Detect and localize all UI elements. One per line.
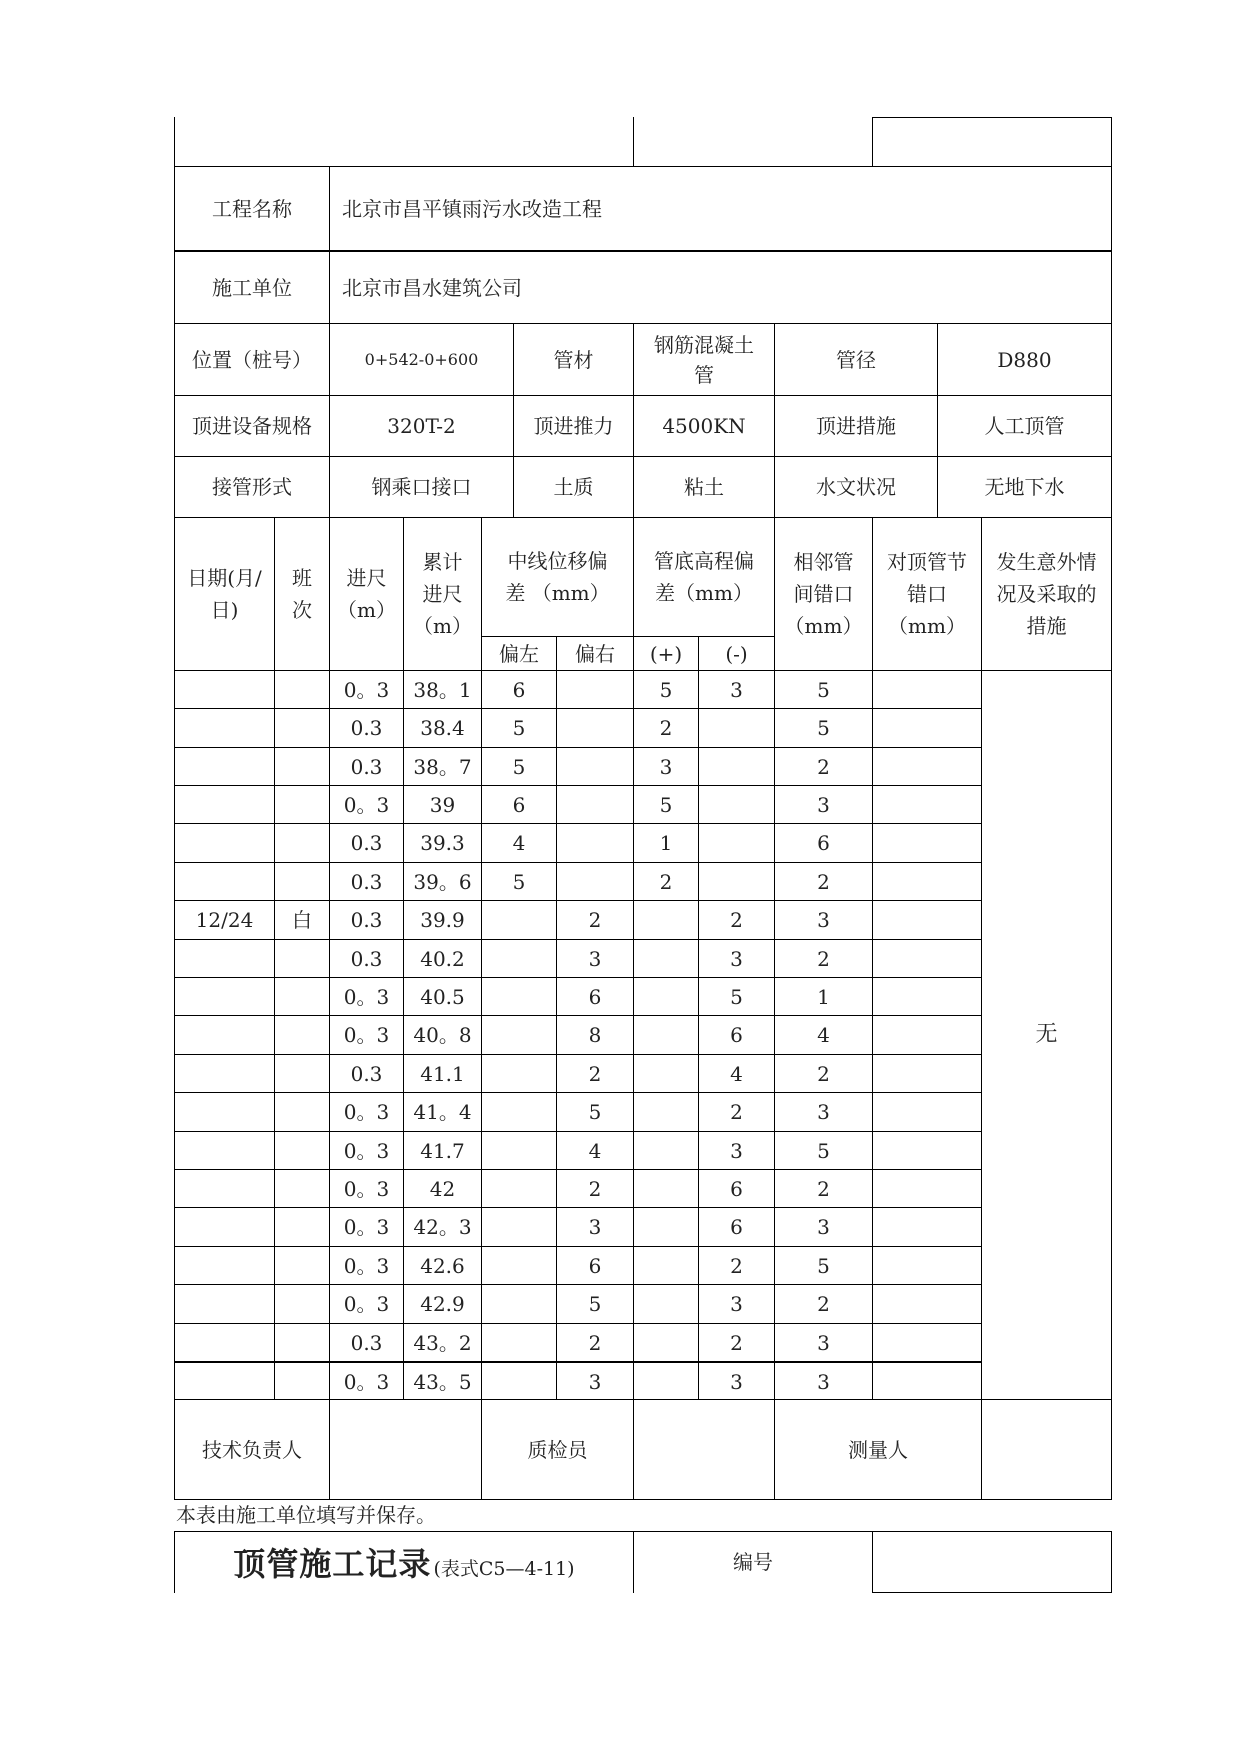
cell-cumulative: 39 [429, 793, 456, 817]
cell-advance: 0.3 [350, 1331, 383, 1355]
cell-jacking [873, 1170, 981, 1208]
cell-right [557, 824, 633, 862]
cell-jacking [873, 978, 981, 1016]
cell-right [557, 671, 633, 709]
cell-adjacent: 2 [817, 870, 830, 894]
cell-jacking [873, 1093, 981, 1131]
cell-right: 2 [588, 908, 602, 932]
cell-adjacent: 2 [817, 1062, 830, 1086]
cell-adjacent: 5 [817, 716, 830, 740]
thrust-label: 顶进推力 [533, 414, 614, 438]
cell-advance: 0。3 [343, 678, 390, 702]
cell-date [175, 1170, 274, 1208]
cell-plus [634, 1170, 698, 1208]
cell-advance: 0。3 [343, 1215, 390, 1239]
inspector-signature[interactable] [634, 1400, 774, 1499]
soil-label: 土质 [553, 475, 594, 499]
cell-jacking [873, 1324, 981, 1362]
cell-cumulative: 43。5 [413, 1370, 472, 1394]
header-cumulative: 累计进尺（m） [413, 550, 472, 638]
tech-lead-signature[interactable] [330, 1400, 481, 1499]
number-field[interactable] [873, 1532, 1111, 1592]
cell-date [175, 1324, 274, 1362]
cell-jacking [873, 940, 981, 978]
form-code: (表式C5—4-11) [433, 1557, 575, 1580]
cell-right: 4 [588, 1139, 602, 1163]
cell-plus [634, 1247, 698, 1285]
cell-jacking [873, 1132, 981, 1170]
header-left: 偏左 [499, 641, 539, 666]
cell-date [175, 1132, 274, 1170]
cell-adjacent: 6 [817, 831, 830, 855]
cell-shift [275, 940, 329, 978]
cell-shift [275, 709, 329, 747]
cell-date [175, 940, 274, 978]
cell-shift [275, 1093, 329, 1131]
cell-minus: 3 [730, 947, 743, 971]
measure-label: 顶进措施 [816, 414, 896, 438]
cell-cumulative: 40。8 [413, 1023, 472, 1047]
pipe-material-value: 钢筋混凝土管 [654, 332, 754, 387]
cell-jacking [873, 1247, 981, 1285]
cell-left [482, 978, 556, 1016]
cell-left [482, 1016, 556, 1054]
position-label: 位置（桩号） [192, 347, 312, 372]
cell-minus: 2 [730, 1100, 743, 1124]
cell-jacking [873, 786, 981, 824]
cell-minus: 2 [730, 908, 743, 932]
cell-cumulative: 42。3 [413, 1215, 472, 1239]
cell-date [175, 748, 274, 786]
cell-right [557, 709, 633, 747]
header-jacking: 对顶管节错口（mm） [887, 550, 967, 638]
cell-date [175, 1055, 274, 1093]
cell-left [482, 1247, 556, 1285]
cell-advance: 0。3 [343, 1177, 390, 1201]
cell-adjacent: 3 [817, 1370, 830, 1394]
cell-date [175, 1363, 274, 1401]
cell-left: 4 [512, 831, 526, 855]
equipment-label: 顶进设备规格 [192, 414, 312, 438]
pipe-diameter-value: D880 [997, 347, 1052, 372]
cell-cumulative: 41.1 [420, 1062, 465, 1086]
cell-plus [634, 940, 698, 978]
cell-left: 5 [512, 870, 526, 894]
cell-left: 6 [512, 678, 526, 702]
cell-right [557, 786, 633, 824]
cell-cumulative: 38.4 [420, 716, 465, 740]
tech-lead-label: 技术负责人 [202, 1437, 302, 1462]
cell-date [175, 786, 274, 824]
cell-left [482, 901, 556, 939]
header-minus: (-) [725, 641, 748, 666]
cell-date: 12/24 [195, 908, 254, 932]
cell-minus: 4 [730, 1062, 743, 1086]
cell-right [557, 748, 633, 786]
cell-plus: 2 [659, 716, 673, 740]
cell-date [175, 1093, 274, 1131]
cell-jacking [873, 1363, 981, 1401]
cell-jacking [873, 748, 981, 786]
cell-shift [275, 786, 329, 824]
cell-cumulative: 42 [429, 1177, 456, 1201]
cell-shift [275, 1016, 329, 1054]
cell-shift [275, 978, 329, 1016]
cell-plus [634, 1285, 698, 1323]
cell-adjacent: 1 [817, 985, 830, 1009]
soil-value: 粘土 [684, 475, 724, 499]
cell-adjacent: 2 [817, 755, 830, 779]
joint-value: 钢乘口接口 [371, 475, 472, 499]
cell-cumulative: 39.3 [420, 831, 465, 855]
cell-left: 6 [512, 793, 526, 817]
cell-advance: 0。3 [343, 1370, 390, 1394]
cell-left: 5 [512, 716, 526, 740]
hydro-label: 水文状况 [816, 475, 896, 499]
cell-adjacent: 2 [817, 1292, 830, 1316]
cell-date [175, 824, 274, 862]
cell-jacking [873, 863, 981, 901]
cell-right: 8 [588, 1023, 602, 1047]
cell-plus [634, 1324, 698, 1362]
cell-right: 5 [588, 1100, 602, 1124]
cell-date [175, 1016, 274, 1054]
cell-jacking [873, 1285, 981, 1323]
cell-cumulative: 42.9 [420, 1292, 465, 1316]
header-shift: 班次 [292, 566, 312, 622]
cell-adjacent: 5 [817, 1139, 830, 1163]
cell-right: 5 [588, 1292, 602, 1316]
cell-advance: 0.3 [350, 870, 383, 894]
cell-left [482, 1324, 556, 1362]
cell-cumulative: 40.2 [420, 947, 465, 971]
cell-advance: 0。3 [343, 1254, 390, 1278]
cell-cumulative: 39。6 [413, 870, 472, 894]
form-title: 顶管施工记录 [233, 1545, 432, 1583]
cell-plus [634, 1093, 698, 1131]
cell-left: 5 [512, 755, 526, 779]
cell-plus: 2 [659, 870, 673, 894]
cell-shift: 白 [292, 908, 312, 932]
cell-date [175, 1208, 274, 1246]
cell-advance: 0.3 [350, 831, 383, 855]
cell-minus [699, 863, 774, 901]
contractor-label: 施工单位 [212, 275, 292, 300]
cell-adjacent: 5 [817, 1254, 830, 1278]
cell-shift [275, 1208, 329, 1246]
cell-cumulative: 43。2 [413, 1331, 472, 1355]
cell-adjacent: 3 [817, 793, 830, 817]
pipe-diameter-label: 管径 [836, 347, 876, 372]
cell-shift [275, 1055, 329, 1093]
cell-advance: 0.3 [350, 908, 383, 932]
cell-advance: 0.3 [350, 716, 383, 740]
cell-adjacent: 4 [817, 1023, 830, 1047]
cell-left [482, 1208, 556, 1246]
cell-shift [275, 1170, 329, 1208]
cell-minus [699, 824, 774, 862]
joint-label: 接管形式 [212, 475, 292, 499]
cell-date [175, 1247, 274, 1285]
cell-advance: 0。3 [343, 1023, 390, 1047]
cell-minus: 2 [730, 1331, 743, 1355]
cell-right: 2 [588, 1331, 602, 1355]
header-right: 偏右 [575, 641, 615, 666]
cell-shift [275, 824, 329, 862]
cell-date [175, 709, 274, 747]
cell-minus: 3 [730, 1370, 743, 1394]
hydro-value: 无地下水 [984, 475, 1065, 499]
cell-jacking [873, 901, 981, 939]
cell-plus [634, 1363, 698, 1401]
cell-plus: 1 [659, 831, 673, 855]
cell-left [482, 1363, 556, 1401]
cell-plus: 5 [659, 678, 673, 702]
measure-value: 人工顶管 [984, 414, 1065, 438]
cell-cumulative: 38。1 [413, 678, 472, 702]
cell-left [482, 1132, 556, 1170]
header-elevation: 管底高程偏差（mm） [654, 549, 754, 605]
cell-shift [275, 1363, 329, 1401]
project-name-value: 北京市昌平镇雨污水改造工程 [342, 196, 602, 221]
cell-plus [634, 1132, 698, 1170]
cell-shift [275, 1285, 329, 1323]
cell-date [175, 1285, 274, 1323]
cell-jacking [873, 824, 981, 862]
header-advance: 进尺（m） [337, 566, 396, 622]
cell-advance: 0.3 [350, 947, 383, 971]
cell-right [557, 863, 633, 901]
cell-adjacent: 3 [817, 1331, 830, 1355]
surveyor-signature[interactable] [982, 1400, 1111, 1499]
cell-cumulative: 39.9 [420, 908, 465, 932]
cell-shift [275, 1247, 329, 1285]
cell-minus: 6 [730, 1215, 743, 1239]
cell-cumulative: 41.7 [420, 1139, 465, 1163]
cell-shift [275, 1132, 329, 1170]
cell-minus [699, 709, 774, 747]
cell-adjacent: 3 [817, 1100, 830, 1124]
form-title-block [175, 1532, 633, 1592]
cell-shift [275, 748, 329, 786]
cell-left [482, 1055, 556, 1093]
cell-cumulative: 42.6 [420, 1254, 465, 1278]
cell-adjacent: 2 [817, 1177, 830, 1201]
cell-minus [699, 786, 774, 824]
cell-advance: 0。3 [343, 1139, 390, 1163]
cell-plus [634, 978, 698, 1016]
cell-minus: 3 [730, 1139, 743, 1163]
thrust-value: 4500KN [662, 414, 746, 438]
accident-value: 无 [1035, 1022, 1058, 1047]
cell-adjacent: 5 [817, 678, 830, 702]
equipment-value: 320T-2 [387, 414, 456, 438]
cell-adjacent: 2 [817, 947, 830, 971]
cell-jacking [873, 671, 981, 709]
header-accident: 发生意外情况及采取的措施 [996, 550, 1097, 638]
cell-right: 3 [588, 1370, 602, 1394]
cell-jacking [873, 1055, 981, 1093]
cell-minus [699, 748, 774, 786]
cell-plus [634, 1055, 698, 1093]
cell-minus: 5 [730, 985, 743, 1009]
cell-plus [634, 901, 698, 939]
cell-plus [634, 1208, 698, 1246]
cell-plus: 3 [659, 755, 673, 779]
number-label: 编号 [733, 1550, 773, 1574]
cell-minus: 3 [730, 1292, 743, 1316]
cell-right: 3 [588, 1215, 602, 1239]
cell-date [175, 863, 274, 901]
pipe-material-label: 管材 [553, 347, 594, 372]
cell-advance: 0。3 [343, 793, 390, 817]
cell-adjacent: 3 [817, 908, 830, 932]
cell-minus: 3 [730, 678, 743, 702]
cell-cumulative: 38。7 [413, 755, 472, 779]
cell-advance: 0.3 [350, 1062, 383, 1086]
position-value: 0+542-0+600 [364, 349, 479, 369]
cell-left [482, 1170, 556, 1208]
surveyor-label: 测量人 [848, 1437, 908, 1462]
header-plus: (+) [649, 641, 683, 666]
cell-jacking [873, 1016, 981, 1054]
cell-cumulative: 40.5 [420, 985, 465, 1009]
cell-shift [275, 1324, 329, 1362]
header-adjacent: 相邻管间错口（mm） [784, 550, 863, 638]
cell-minus: 6 [730, 1177, 743, 1201]
cell-left [482, 940, 556, 978]
cell-right: 3 [588, 947, 602, 971]
cell-minus: 2 [730, 1254, 743, 1278]
cell-plus [634, 1016, 698, 1054]
cell-date [175, 671, 274, 709]
footer-note: 本表由施工单位填写并保存。 [176, 1503, 436, 1527]
cell-shift [275, 863, 329, 901]
cell-date [175, 978, 274, 1016]
cell-right: 2 [588, 1062, 602, 1086]
header-centerline: 中线位移偏差 （mm） [505, 549, 610, 605]
cell-right: 6 [588, 1254, 602, 1278]
cell-shift [275, 671, 329, 709]
inspector-label: 质检员 [527, 1437, 588, 1462]
cell-cumulative: 41。4 [413, 1100, 472, 1124]
cell-plus: 5 [659, 793, 673, 817]
cell-minus: 6 [730, 1023, 743, 1047]
cell-right: 2 [588, 1177, 602, 1201]
cell-advance: 0.3 [350, 755, 383, 779]
cell-jacking [873, 1208, 981, 1246]
project-name-label: 工程名称 [212, 196, 292, 221]
cell-left [482, 1285, 556, 1323]
contractor-value: 北京市昌水建筑公司 [342, 275, 522, 300]
cell-left [482, 1093, 556, 1131]
cell-right: 6 [588, 985, 602, 1009]
cell-jacking [873, 709, 981, 747]
header-date: 日期(月/日) [187, 566, 262, 622]
cell-adjacent: 3 [817, 1215, 830, 1239]
cell-advance: 0。3 [343, 1100, 390, 1124]
cell-advance: 0。3 [343, 1292, 390, 1316]
cell-advance: 0。3 [343, 985, 390, 1009]
